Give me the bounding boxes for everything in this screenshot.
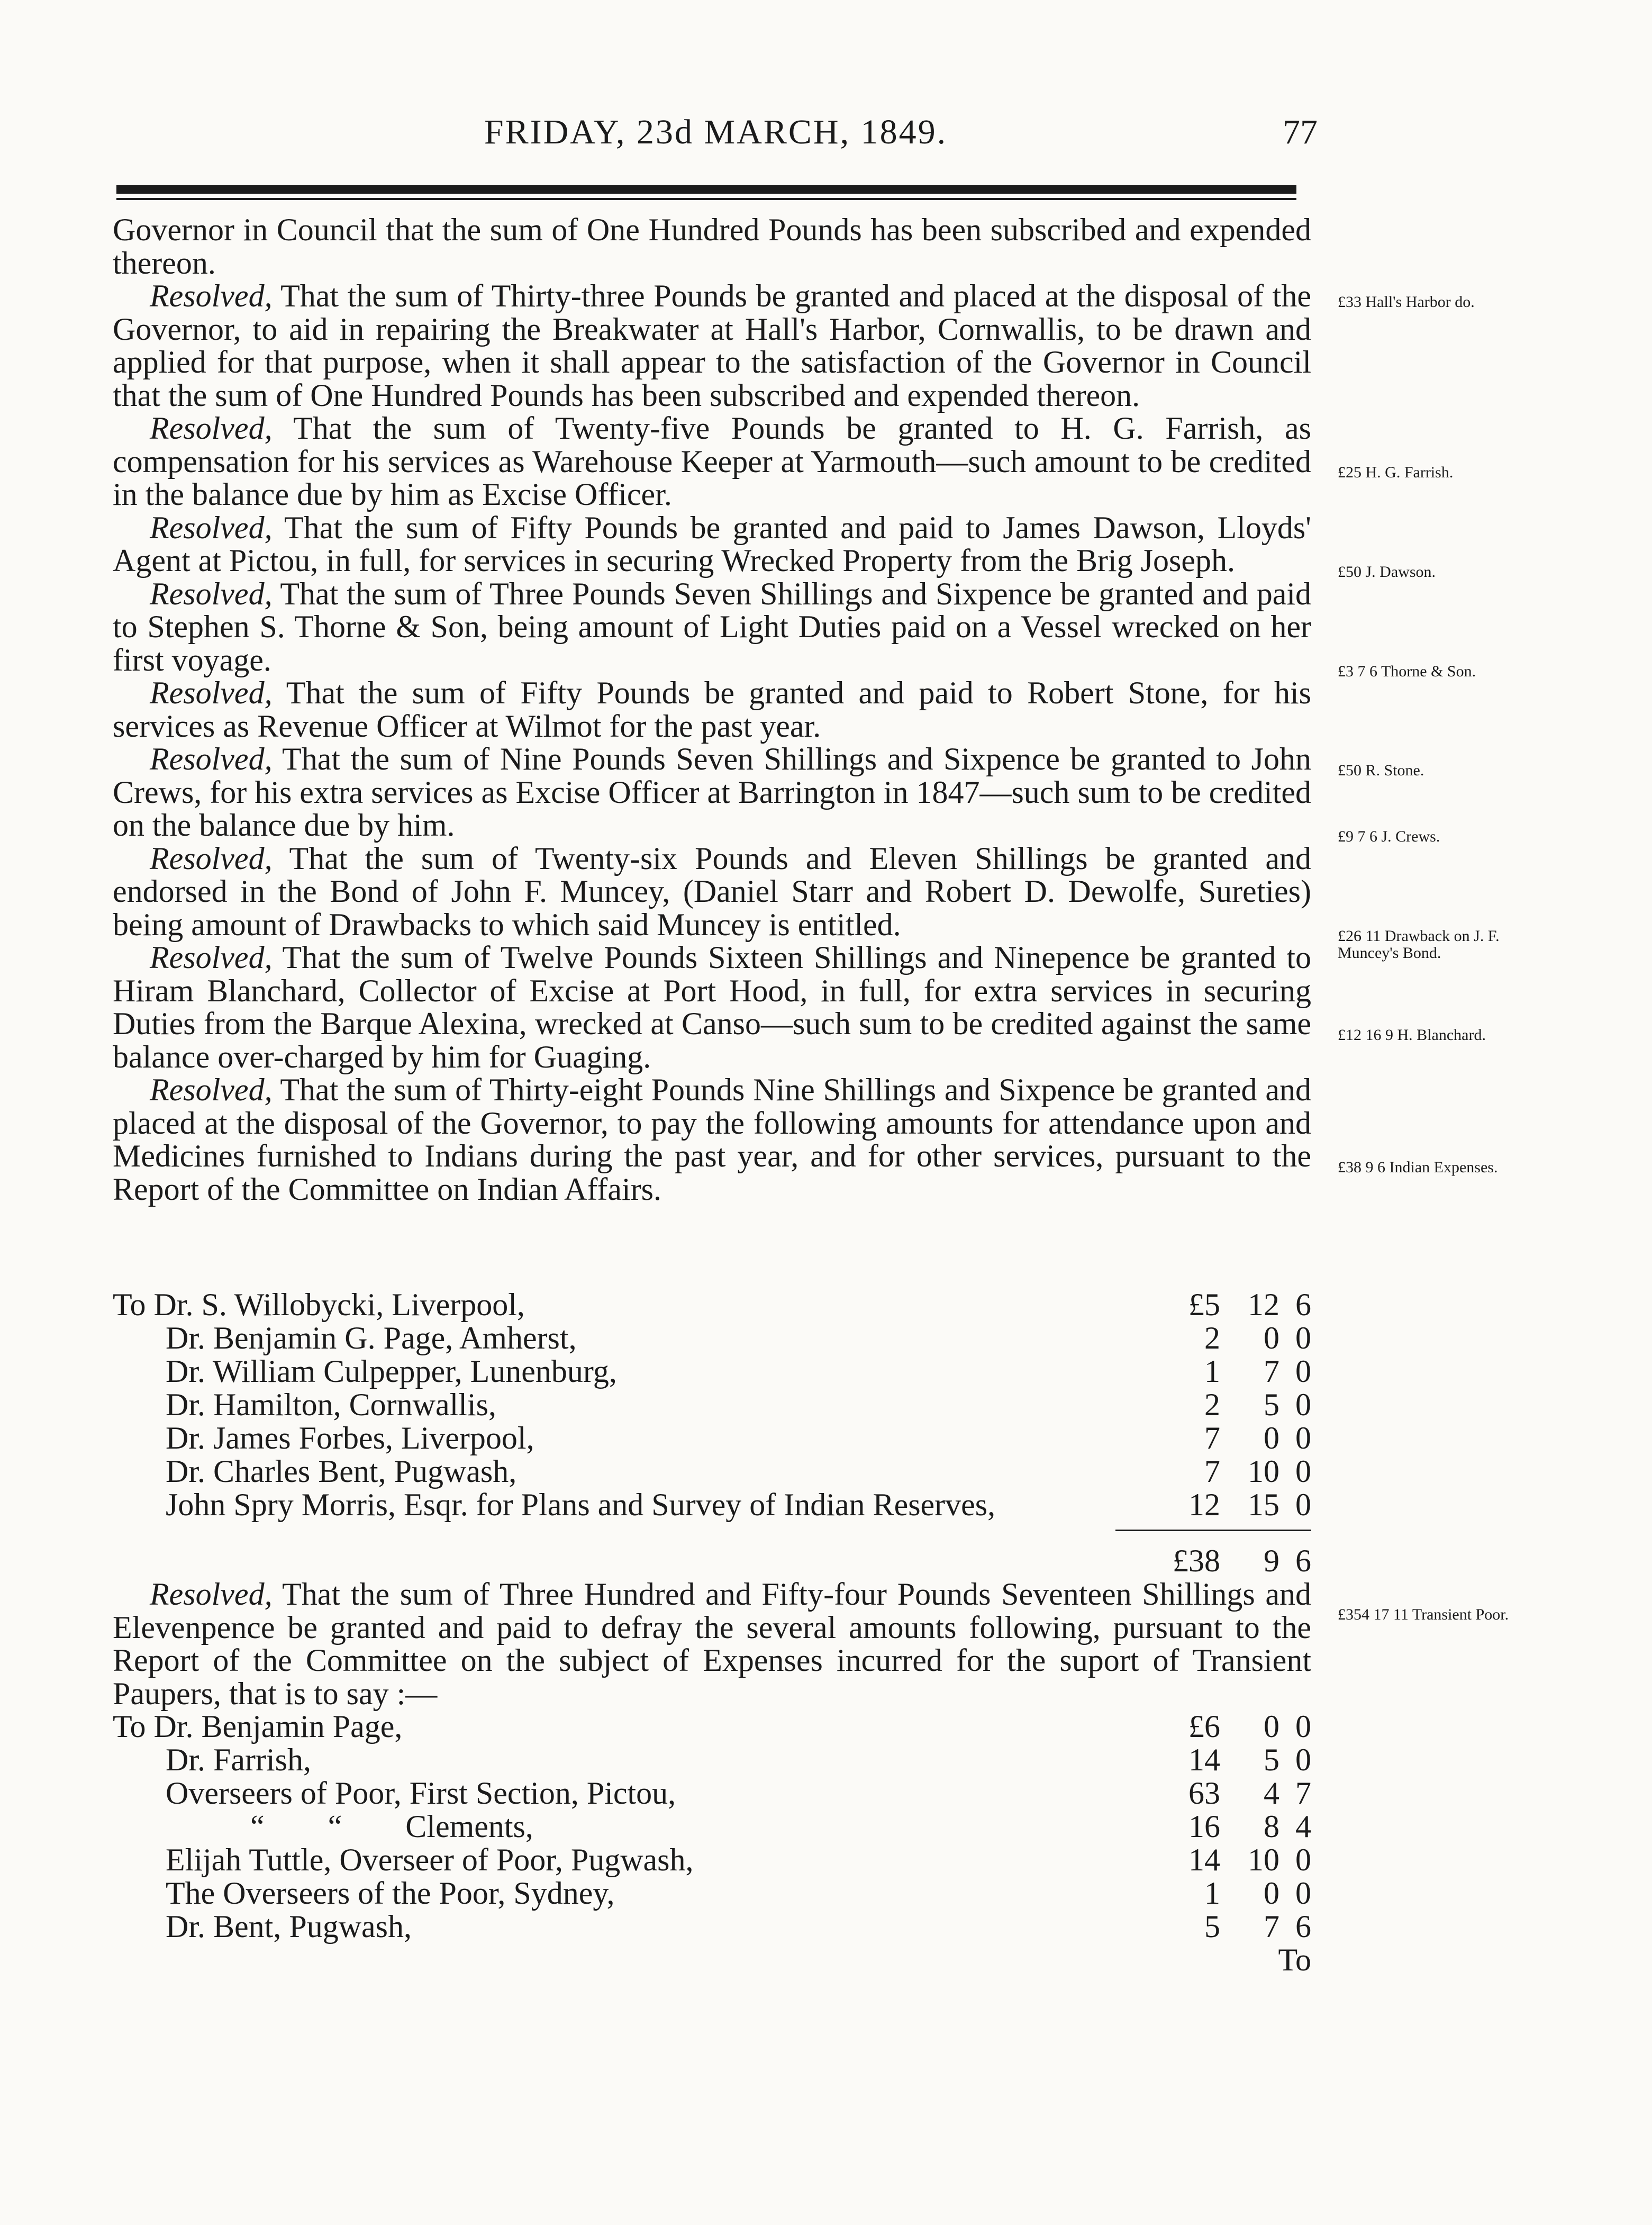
- table-row: Elijah Tuttle, Overseer of Poor, Pugwash, 14 10 0: [166, 1842, 1311, 1877]
- margin-note: £50 R. Stone.: [1338, 762, 1424, 779]
- table-row: Dr. Hamilton, Cornwallis, 2 5 0: [166, 1387, 1311, 1422]
- resolution-muncey: Resolved, That the sum of Twenty-six Pounds and Eleven Shillings be granted and endorsed in the Bond of John F. Muncey, (Daniel Starr and Robert D. Dewolfe, Sureties) being amount of Drawbacks to which said Muncey is entitled.: [113, 840, 1311, 942]
- catchword-row: [113, 1943, 1311, 1977]
- indian-expenses-total: [113, 1544, 1311, 1578]
- table-row: Dr. William Culpepper, Lunenburg, 1 7 0: [166, 1354, 1311, 1389]
- table-row: To Dr. S. Willobycki, Liverpool, £5 12 6: [113, 1287, 1311, 1322]
- header-rule-thick: [116, 185, 1296, 194]
- resolution-dawson: Resolved, That the sum of Fifty Pounds be granted and paid to James Dawson, Lloyds' Agent at Pictou, in full, for services in securing Wrecked Property from the Brig Joseph.: [113, 510, 1311, 578]
- table-row: Dr. Benjamin G. Page, Amherst, 2 0 0: [166, 1320, 1311, 1355]
- paragraph-continued: Governor in Council that the sum of One Hundred Pounds has been subscribed and expended thereon.: [113, 212, 1311, 281]
- table-row: Overseers of Poor, First Section, Pictou, 63 4 7: [166, 1776, 1311, 1811]
- margin-note: £3 7 6 Thorne & Son.: [1338, 663, 1476, 680]
- total-rule: [1115, 1530, 1311, 1531]
- table-row: The Overseers of the Poor, Sydney, 1 0 0: [166, 1876, 1311, 1911]
- transient-poor-body: [113, 1578, 1311, 1710]
- resolution-indian-expenses: Resolved, That the sum of Thirty-eight Pounds Nine Shillings and Sixpence be granted and placed at the disposal of the Governor, to pay the following amounts for attendance upon and Medicines furnished to Indians during the past year, and for other services, pursuant to the Report of the Committee on Indian Affairs.: [113, 1072, 1311, 1207]
- margin-note: £354 17 11 Transient Poor.: [1338, 1606, 1509, 1623]
- table-row: “ “ Clements, 16 8 4: [250, 1809, 1311, 1844]
- table-row: John Spry Morris, Esqr. for Plans and Survey of Indian Reserves, 12 15 0: [166, 1487, 1311, 1522]
- margin-note: £12 16 9 H. Blanchard.: [1338, 1026, 1486, 1044]
- margin-note: £25 H. G. Farrish.: [1338, 464, 1454, 481]
- page-header: [114, 112, 1318, 160]
- resolution-farrish: Resolved, That the sum of Twenty-five Pounds be granted to H. G. Farrish, as compensation for his services as Warehouse Keeper at Yarmouth—such amount to be credited in the balance due by him as Excise Officer.: [113, 411, 1311, 512]
- table-row: To Dr. Benjamin Page, £6 0 0: [113, 1709, 1311, 1744]
- resolution-transient-poor: Resolved, That the sum of Three Hundred and Fifty-four Pounds Seventeen Shillings and Elevenpence be granted and paid to defray the several amounts following, pursuant to the Report of the Committee on the subject of Expenses incurred for the suport of Transient Paupers, that is to say :—: [113, 1577, 1311, 1711]
- transient-poor-table: [113, 1710, 1311, 1977]
- table-total-row: £38 9 6: [1173, 1543, 1311, 1578]
- margin-note: £38 9 6 Indian Expenses.: [1338, 1159, 1498, 1176]
- page-title: FRIDAY, 23d MARCH, 1849.: [484, 113, 948, 151]
- table-row: Dr. Charles Bent, Pugwash, 7 10 0: [166, 1454, 1311, 1489]
- table-row: Dr. James Forbes, Liverpool, 7 0 0: [166, 1421, 1311, 1455]
- resolution-thorne: Resolved, That the sum of Three Pounds Seven Shillings and Sixpence be granted and paid to Stephen S. Thorne & Son, being amount of Light Duties paid on a Vessel wrecked on her first voyage.: [113, 576, 1311, 677]
- page-number: 77: [1283, 113, 1318, 151]
- header-rule-thin: [116, 198, 1296, 200]
- table-row: Dr. Bent, Pugwash, 5 7 6: [166, 1909, 1311, 1944]
- resolution-halls-harbor: Resolved, That the sum of Thirty-three Pounds be granted and placed at the disposal of the Governor, to aid in repairing the Breakwater at Hall's Harbor, Cornwallis, to be drawn and applied for that purpose, when it shall appear to the satisfaction of the Governor in Council that the sum of One Hundred Pounds has been subscribed and expended thereon.: [113, 278, 1311, 413]
- margin-note: £33 Hall's Harbor do.: [1338, 293, 1475, 311]
- margin-note: £9 7 6 J. Crews.: [1338, 828, 1440, 845]
- catchword: To: [1278, 1942, 1311, 1977]
- margin-note: £50 J. Dawson.: [1338, 563, 1436, 581]
- resolutions-body: [113, 213, 1311, 1206]
- table-row: Dr. Farrish, 14 5 0: [166, 1742, 1311, 1777]
- resolution-blanchard: Resolved, That the sum of Twelve Pounds Sixteen Shillings and Ninepence be granted to Hiram Blanchard, Collector of Excise at Port Hood, in full, for extra services in securing Duties from the Barque Alexina, wrecked at Canso—such sum to be credited against the same balance over-charged by him for Guaging.: [113, 940, 1311, 1074]
- resolution-crews: Resolved, That the sum of Nine Pounds Seven Shillings and Sixpence be granted to John Crews, for his extra services as Excise Officer at Barrington in 1847—such sum to be credited on the balance due by him.: [113, 741, 1311, 843]
- indian-expenses-table: [113, 1288, 1311, 1522]
- margin-note: £26 11 Drawback on J. F. Muncey's Bond.: [1338, 927, 1500, 962]
- resolution-stone: Resolved, That the sum of Fifty Pounds be granted and paid to Robert Stone, for his services as Revenue Officer at Wilmot for the past year.: [113, 675, 1311, 744]
